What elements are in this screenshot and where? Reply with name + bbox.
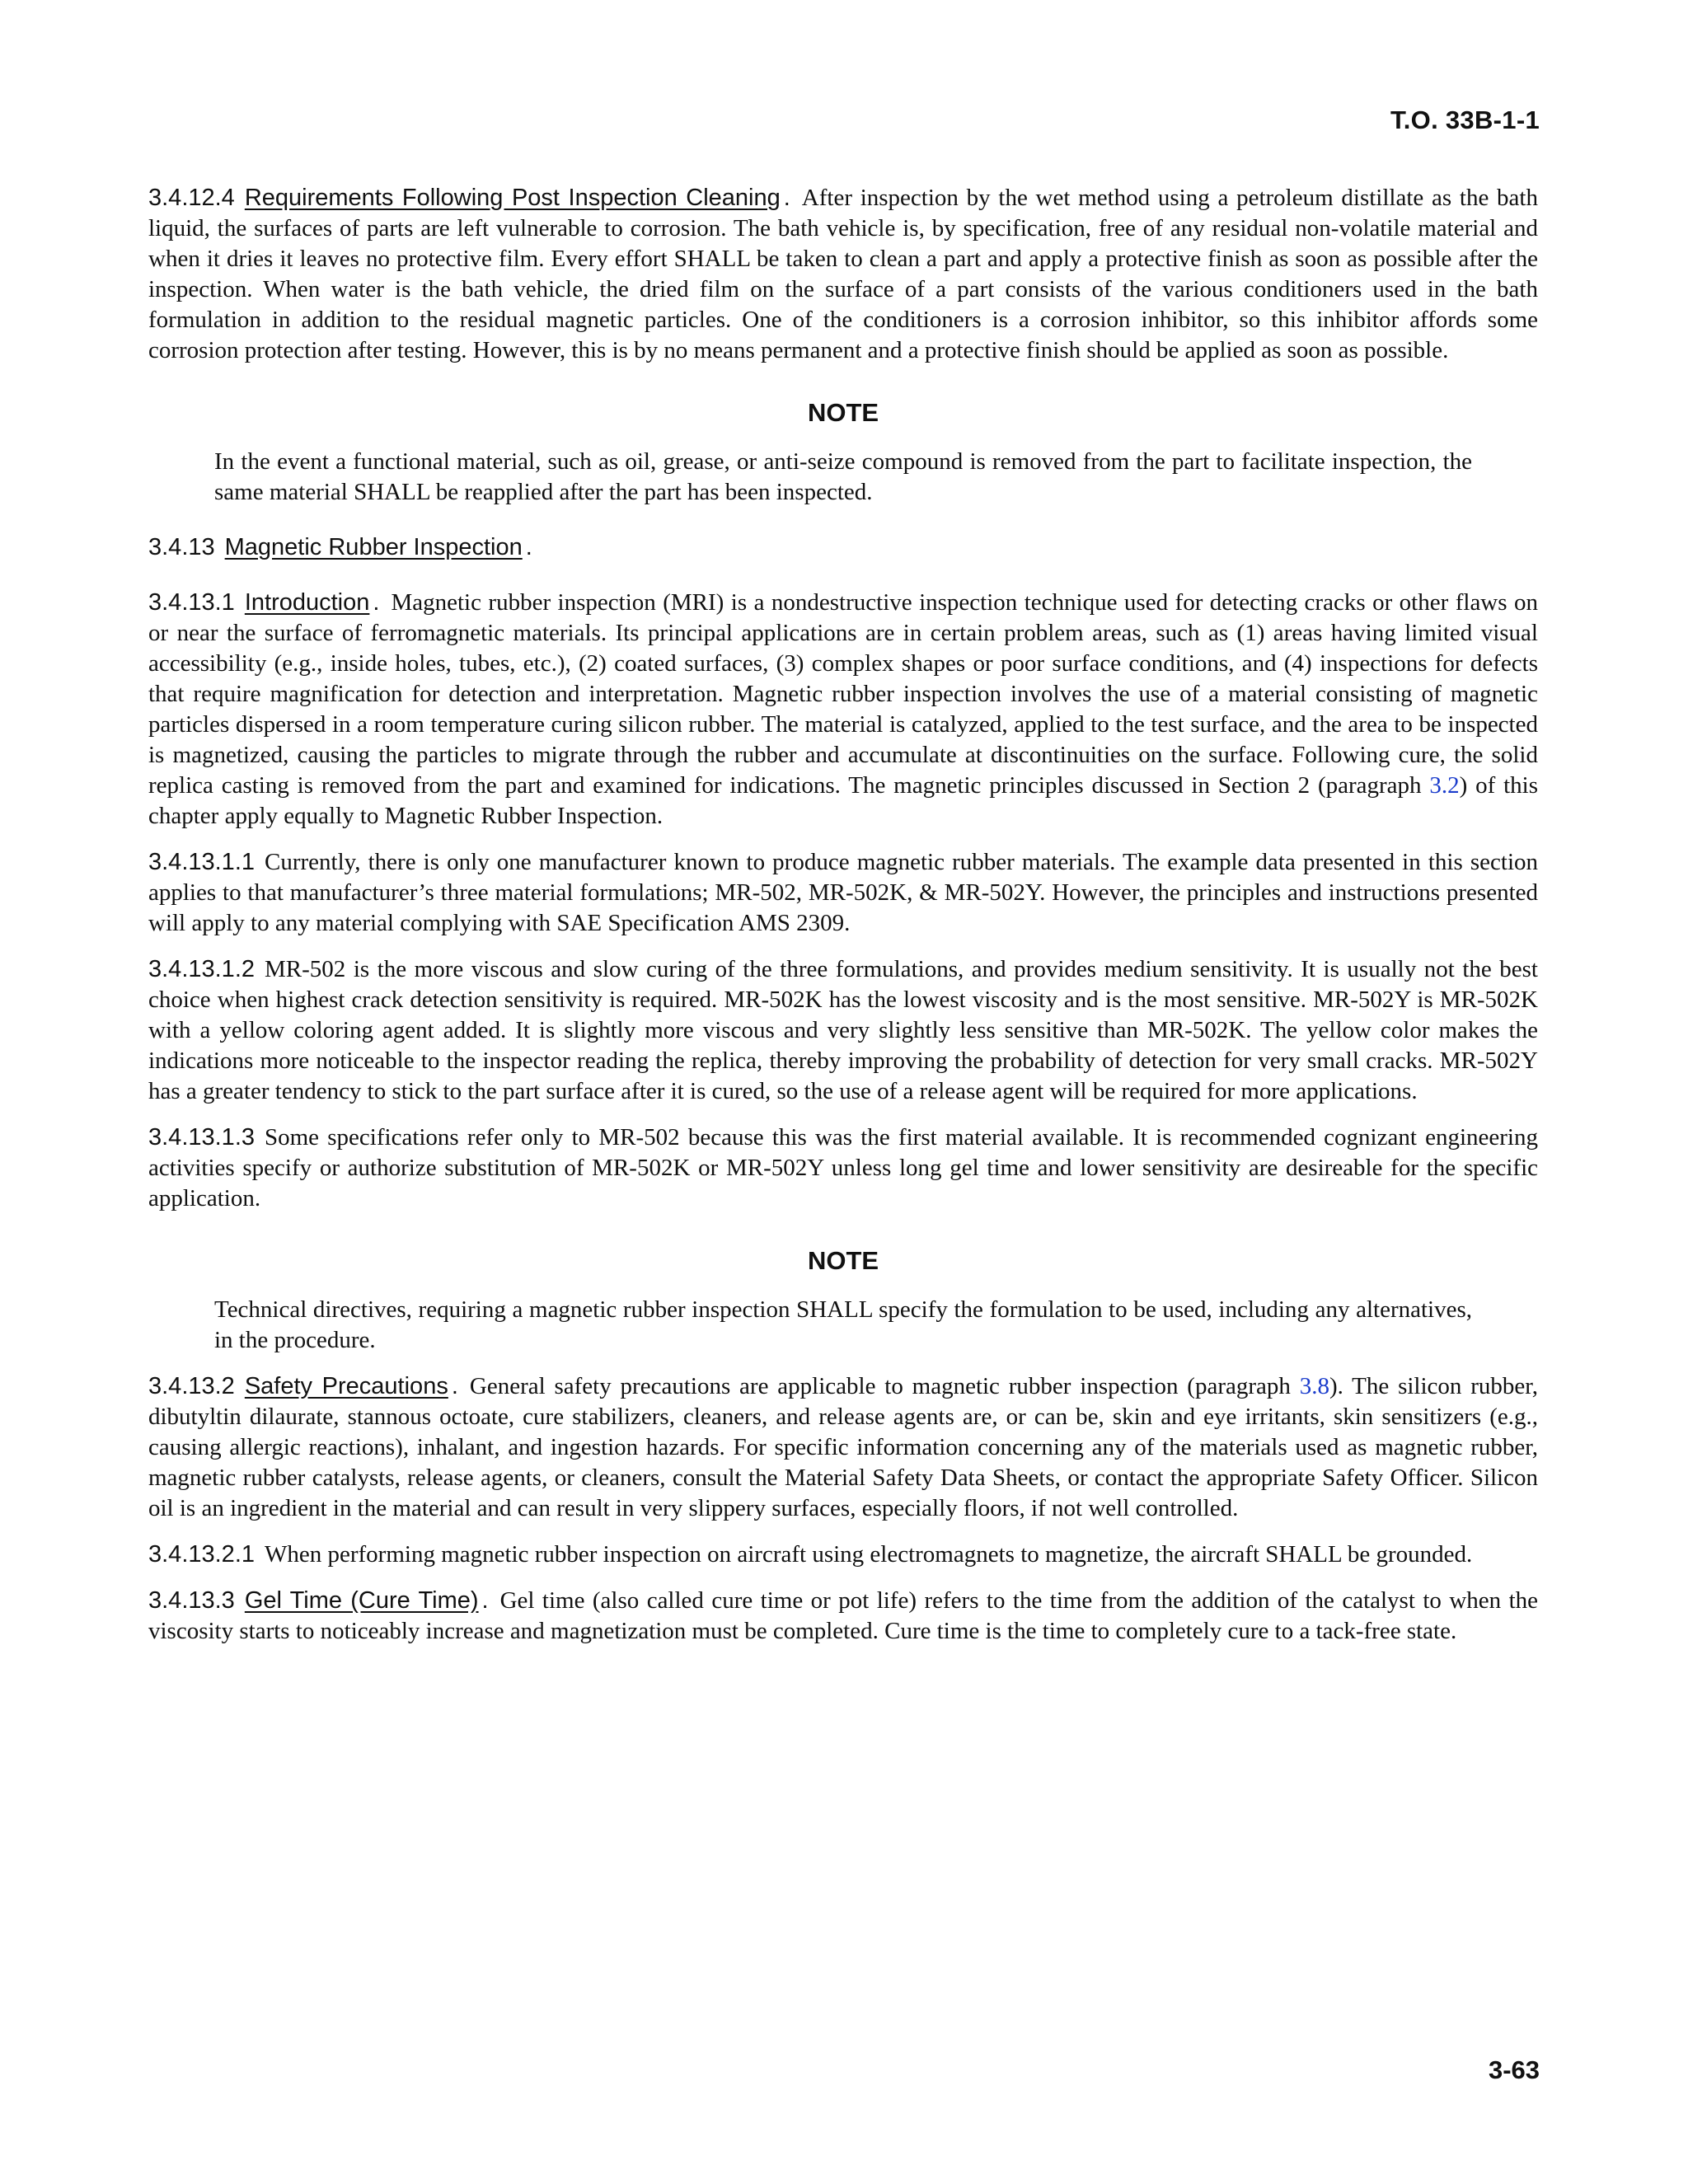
paragraph-heading: Introduction xyxy=(244,589,370,616)
document-id-header: T.O. 33B-1-1 xyxy=(1390,105,1540,134)
paragraph-3-4-13-1 xyxy=(148,588,1538,832)
paragraph-text: Currently, there is only one manufacturer known to produce magnetic rubber materials. The example data presented in this section applies to that manufacturer’s three material formulations; MR-502, MR-502K, & MR-502Y. However, the principles and instructions presented will apply to any material complying with SAE Specification AMS 2309. xyxy=(148,849,1538,936)
heading-period: . xyxy=(451,1373,458,1399)
paragraph-text: Gel time (also called cure time or pot life) refers to the time from the addition of the catalyst to when the viscosity starts to noticeably increase and magnetization must be completed. Cure time is the time to completely cure to a tack-free state. xyxy=(148,1587,1538,1644)
note-title: NOTE xyxy=(807,1246,879,1275)
paragraph-heading: Gel Time (Cure Time) xyxy=(244,1587,479,1614)
paragraph-3-4-13-1-2 xyxy=(148,954,1538,1107)
paragraph-heading: Safety Precautions xyxy=(244,1373,448,1399)
paragraph-text: General safety precautions are applicable to magnetic rubber inspection (paragraph xyxy=(469,1373,1300,1399)
paragraph-heading: Magnetic Rubber Inspection xyxy=(224,534,523,560)
paragraph-number: 3.4.13.1.3 xyxy=(148,1124,255,1151)
heading-period: . xyxy=(373,589,380,616)
paragraph-3-4-12-4 xyxy=(148,183,1538,366)
paragraph-3-4-13-2-1 xyxy=(148,1540,1538,1570)
paragraph-number: 3.4.13.1.2 xyxy=(148,956,255,982)
paragraph-3-4-13-1-3 xyxy=(148,1122,1538,1214)
note-text: Technical directives, requiring a magnetic rubber inspection SHALL specify the formulation to be used, including any alternatives, in the procedure. xyxy=(214,1296,1472,1353)
paragraph-3-4-13-1-1 xyxy=(148,847,1538,939)
heading-period: . xyxy=(783,185,790,211)
paragraph-text: When performing magnetic rubber inspection on aircraft using electromagnets to magnetize, the aircraft SHALL be grounded. xyxy=(265,1541,1473,1568)
note-text: In the event a functional material, such as oil, grease, or anti-seize compound is removed from the part to facilitate inspection, the same material SHALL be reapplied after the part has been inspected. xyxy=(214,448,1472,505)
paragraph-3-4-13-2 xyxy=(148,1371,1538,1524)
paragraph-3-4-13 xyxy=(148,532,1538,563)
paragraph-3-4-13-3 xyxy=(148,1586,1538,1647)
paragraph-number: 3.4.13.2 xyxy=(148,1373,235,1399)
paragraph-text: ). The silicon rubber, dibutyltin dilaurate, stannous octoate, cure stabilizers, cleaners, and release agents are, or can be, skin and eye irritants, skin sensitizers (e.g., causing allergic reactions), inhalant, and ingestion hazards. For specific information concerning any of the materials used as magnetic rubber, magnetic rubber catalysts, release agents, or cleaners, consult the Material Safety Data Sheets, or contact the appropriate Safety Officer. Silicon oil is an ingredient in the material and can result in very slippery surfaces, especially floors, if not well controlled. xyxy=(148,1373,1539,1521)
paragraph-text: After inspection by the wet method using a petroleum distillate as the bath liquid, the surfaces of parts are left vulnerable to corrosion. The bath vehicle is, by specification, free of any residual non-volatile material and when it dries it leaves no protective film. Every effort SHALL be taken to clean a part and apply a protective finish as soon as possible after the inspection. When water is the bath vehicle, the dried film on the surface of a part consists of the various conditioners used in the bath formulation in addition to the residual magnetic particles. One of the conditioners is a corrosion inhibitor, so this inhibitor affords some corrosion protection after testing. However, this is by no means permanent and a protective finish should be applied as soon as possible. xyxy=(148,185,1538,363)
paragraph-link-3-2[interactable]: 3.2 xyxy=(1429,772,1460,799)
heading-period: . xyxy=(481,1587,489,1614)
paragraph-number: 3.4.13 xyxy=(148,534,215,560)
page-content xyxy=(148,183,1538,1647)
paragraph-text: MR-502 is the more viscous and slow curing of the three formulations, and provides medium sensitivity. It is usually not the best choice when highest crack detection sensitivity is required. MR-502K has the lowest viscosity and is the most sensitive. MR-502Y is MR-502K with a yellow coloring agent added. It is slightly more viscous and very slightly less sensitive than MR-502K. The yellow color makes the indications more noticeable to the inspector reading the replica, thereby improving the probability of detection for very small cracks. MR-502Y has a greater tendency to stick to the part surface after it is cured, so the use of a release agent will be required for more applications. xyxy=(148,956,1538,1104)
paragraph-text: Some specifications refer only to MR-502 because this was the first material available. It is recommended cognizant engineering activities specify or authorize substitution of MR-502K or MR-502Y unless long gel time and lower sensitivity are desireable for the specific application. xyxy=(148,1124,1538,1212)
paragraph-text: Magnetic rubber inspection (MRI) is a nondestructive inspection technique used for detecting cracks or other flaws on or near the surface of ferromagnetic materials. Its principal applications are in certain problem areas, such as (1) areas having limited visual accessibility (e.g., inside holes, tubes, etc.), (2) coated surfaces, (3) complex shapes or poor surface conditions, and (4) inspections for defects that require magnification for detection and interpretation. Magnetic rubber inspection involves the use of a material consisting of magnetic particles dispersed in a room temperature curing silicon rubber. The material is catalyzed, applied to the test surface, and the area to be inspected is magnetized, causing the particles to migrate through the rubber and accumulate at discontinuities on the surface. Following cure, the solid replica casting is removed from the part and examined for indications. The magnetic principles discussed in Section 2 (paragraph xyxy=(148,589,1538,799)
paragraph-number: 3.4.13.3 xyxy=(148,1587,235,1614)
paragraph-link-3-8[interactable]: 3.8 xyxy=(1299,1373,1329,1399)
paragraph-heading: Requirements Following Post Inspection Cleaning xyxy=(244,185,781,211)
paragraph-number: 3.4.13.1.1 xyxy=(148,849,255,875)
paragraph-number: 3.4.12.4 xyxy=(148,185,235,211)
paragraph-number: 3.4.13.1 xyxy=(148,589,235,616)
note-title: NOTE xyxy=(807,398,879,427)
paragraph-number: 3.4.13.2.1 xyxy=(148,1541,255,1568)
heading-period: . xyxy=(525,534,532,560)
paragraph-text: ) of this chapter apply equally to Magnetic Rubber Inspection. xyxy=(148,772,1538,829)
page-number-footer: 3-63 xyxy=(1488,2055,1540,2084)
